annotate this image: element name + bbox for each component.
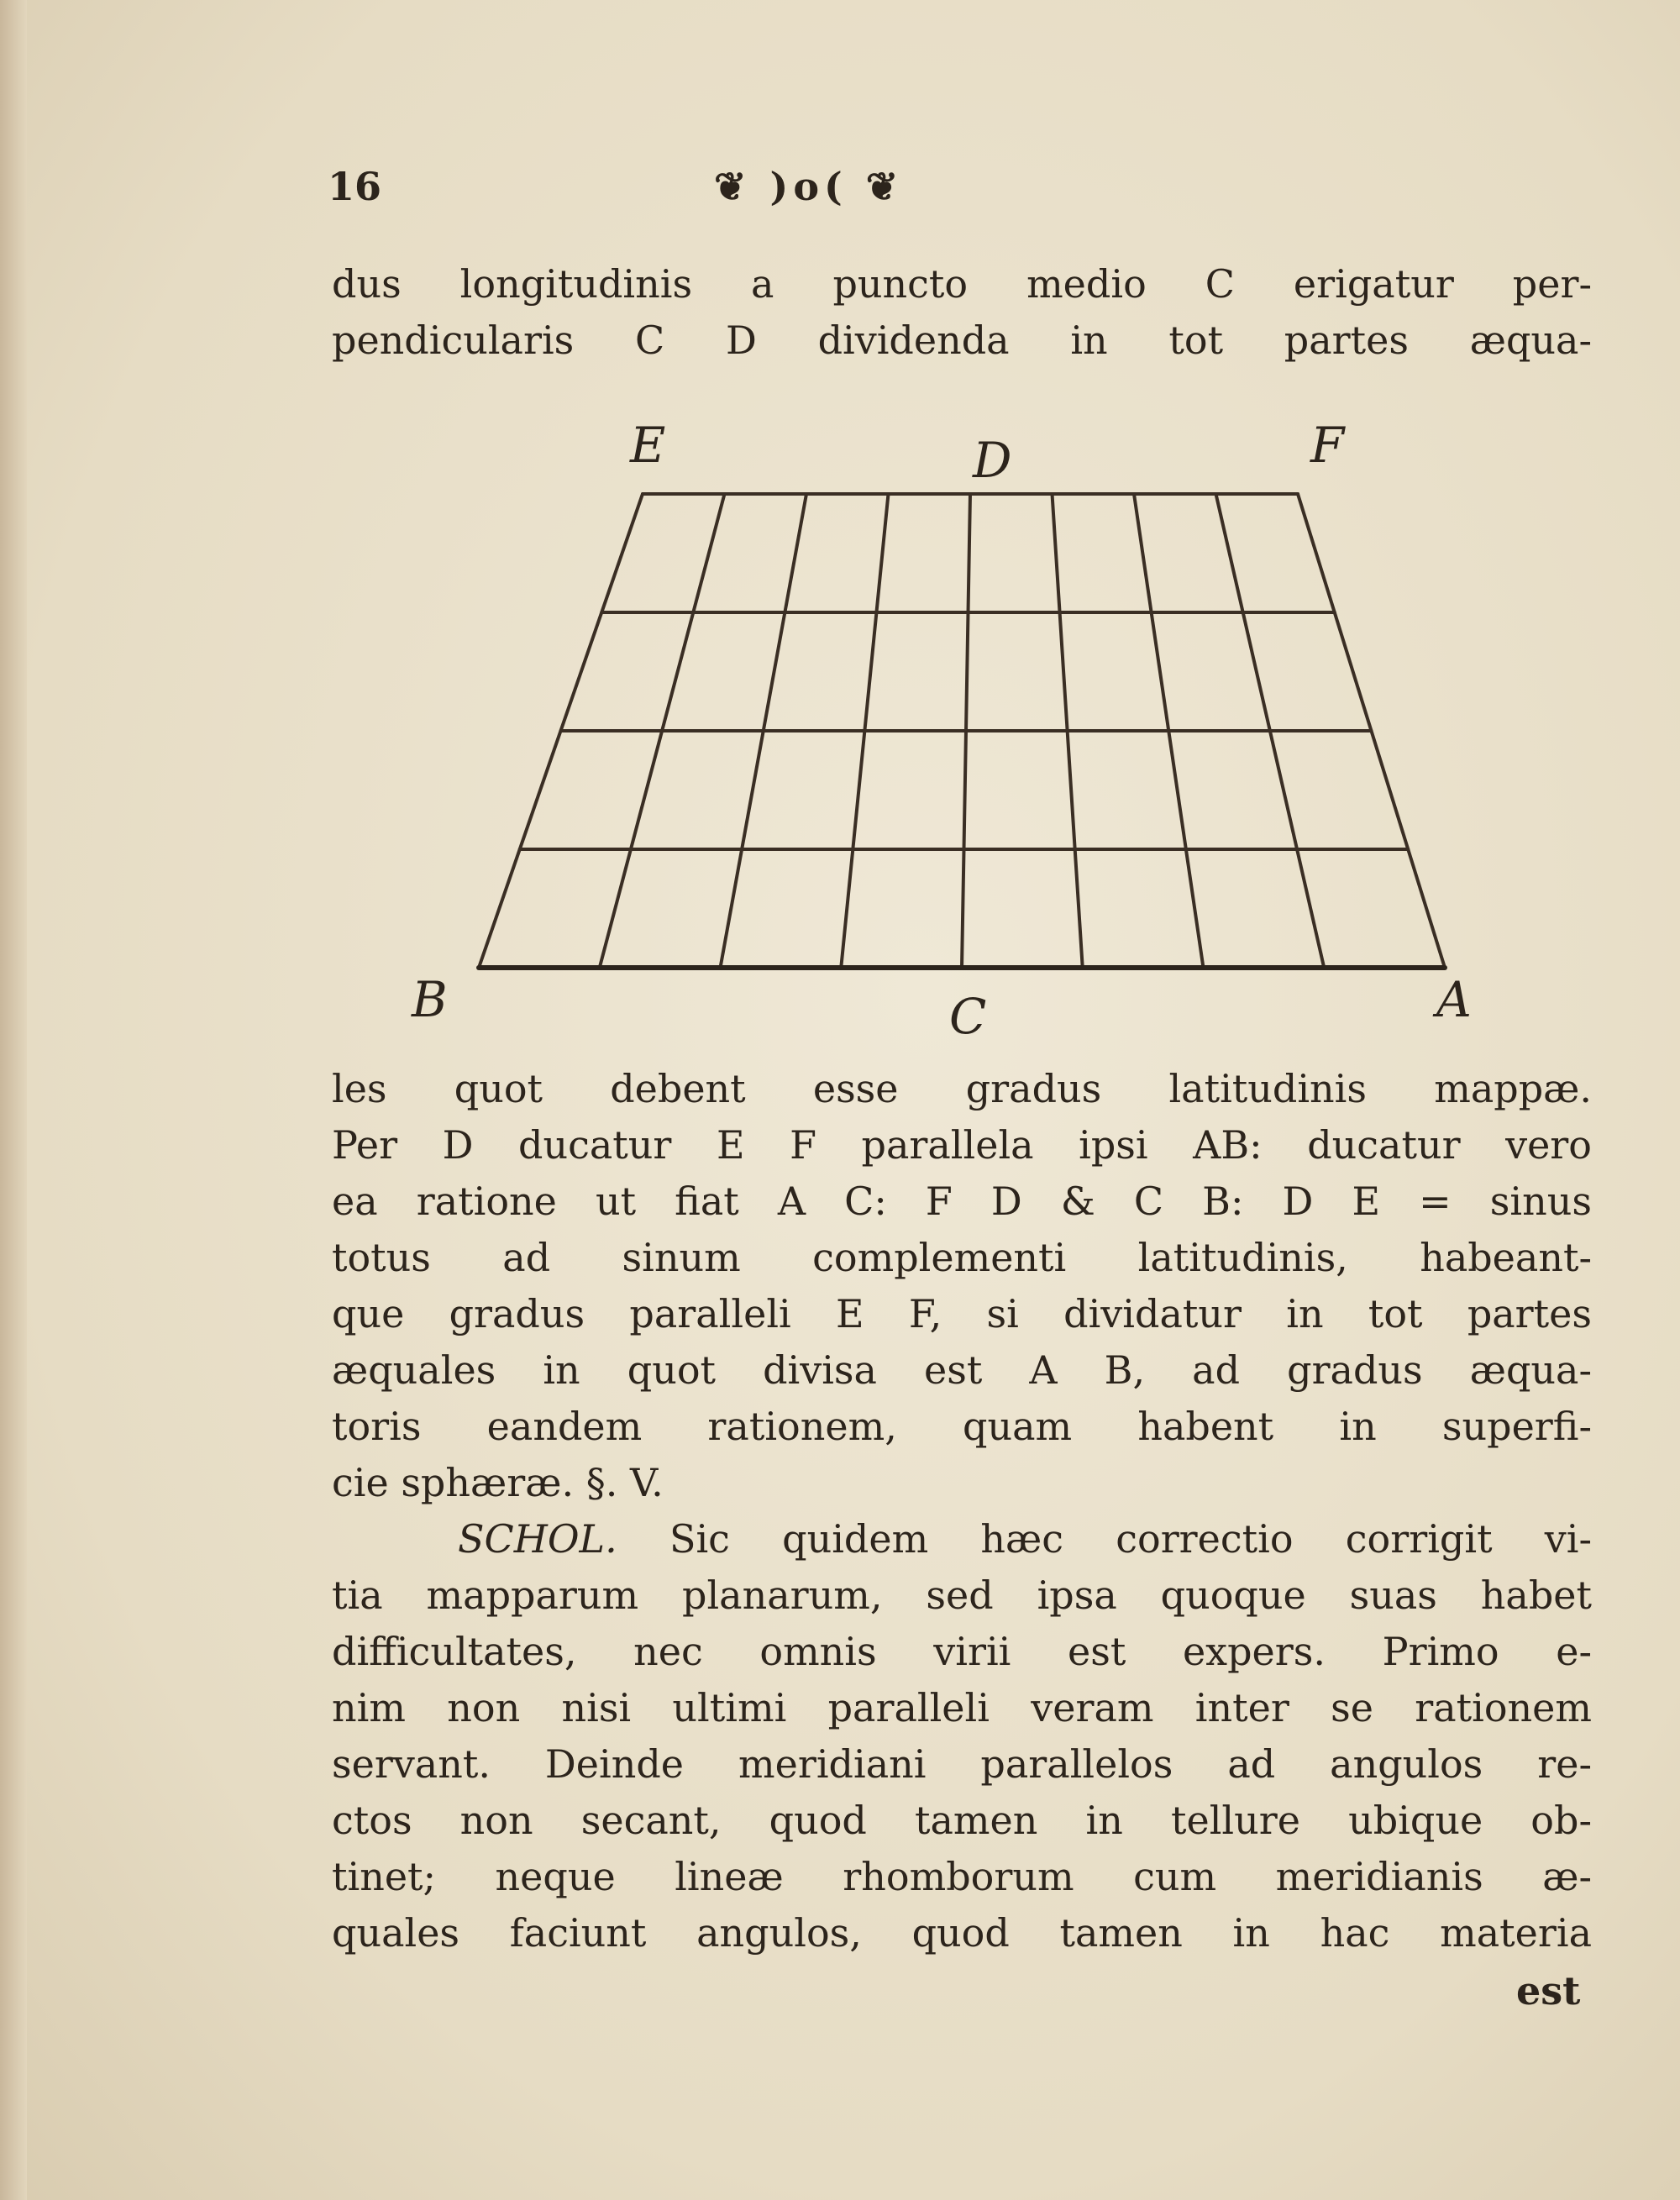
- scholion-line: tia mapparum planarum, sed ipsa quoque suas habet: [332, 1573, 1592, 1618]
- text-line: cie sphæræ. §. V.: [332, 1460, 664, 1505]
- text-block-top: [332, 256, 1592, 369]
- map-grid-figure: [403, 420, 1495, 1058]
- text-line: ea ratione ut fiat A C: F D & C B: D E = sinus: [332, 1179, 1592, 1224]
- text-line: que gradus paralleli E F, si dividatur in tot partes: [332, 1291, 1592, 1336]
- trapezoid-grid-diagram: [403, 420, 1495, 1058]
- label-F: F: [1310, 420, 1345, 474]
- scholion-line: nim non nisi ultimi paralleli veram inter se rationem: [332, 1685, 1592, 1730]
- scholion-line: ctos non secant, quod tamen in tellure ubique ob-: [332, 1798, 1592, 1843]
- label-B: B: [412, 971, 448, 1028]
- scholion-line: difficultates, nec omnis virii est expers. Primo e-: [332, 1629, 1592, 1674]
- page-number: 16: [328, 164, 382, 209]
- grid-lines: [479, 494, 1445, 968]
- header-ornament: ❦ )o( ❦: [714, 164, 904, 209]
- text-block-bottom: [332, 1061, 1592, 1961]
- scholion-first-line-text: Sic quidem hæc correctio corrigit vi-: [669, 1516, 1592, 1562]
- catchword: est: [1516, 1968, 1581, 2014]
- text-line: toris eandem rationem, quam habent in superfi-: [332, 1404, 1592, 1449]
- text-line: æquales in quot divisa est A B, ad gradus æqua-: [332, 1347, 1592, 1393]
- book-spine-edge: [0, 0, 27, 2200]
- text-line: dus longitudinis a puncto medio C erigatur per-: [332, 261, 1592, 307]
- label-E: E: [630, 420, 666, 474]
- label-D: D: [973, 432, 1012, 489]
- text-line: Per D ducatur E F parallela ipsi AB: ducatur vero: [332, 1122, 1592, 1168]
- label-C: C: [949, 988, 987, 1045]
- scholion-label: SCHOL.: [458, 1516, 617, 1562]
- text-line: totus ad sinum complementi latitudinis, habeant-: [332, 1235, 1592, 1280]
- scholion-line: quales faciunt angulos, quod tamen in hac materia: [332, 1910, 1592, 1956]
- scholion-line: tinet; neque lineæ rhomborum cum meridianis æ-: [332, 1854, 1592, 1899]
- scholion-line: servant. Deinde meridiani parallelos ad angulos re-: [332, 1741, 1592, 1787]
- text-line: les quot debent esse gradus latitudinis mappæ.: [332, 1066, 1592, 1111]
- text-line: pendicularis C D dividenda in tot partes æqua-: [332, 318, 1592, 363]
- scholion-first-line: [332, 1511, 1592, 1567]
- label-A: A: [1436, 971, 1472, 1028]
- running-header: [319, 164, 1579, 223]
